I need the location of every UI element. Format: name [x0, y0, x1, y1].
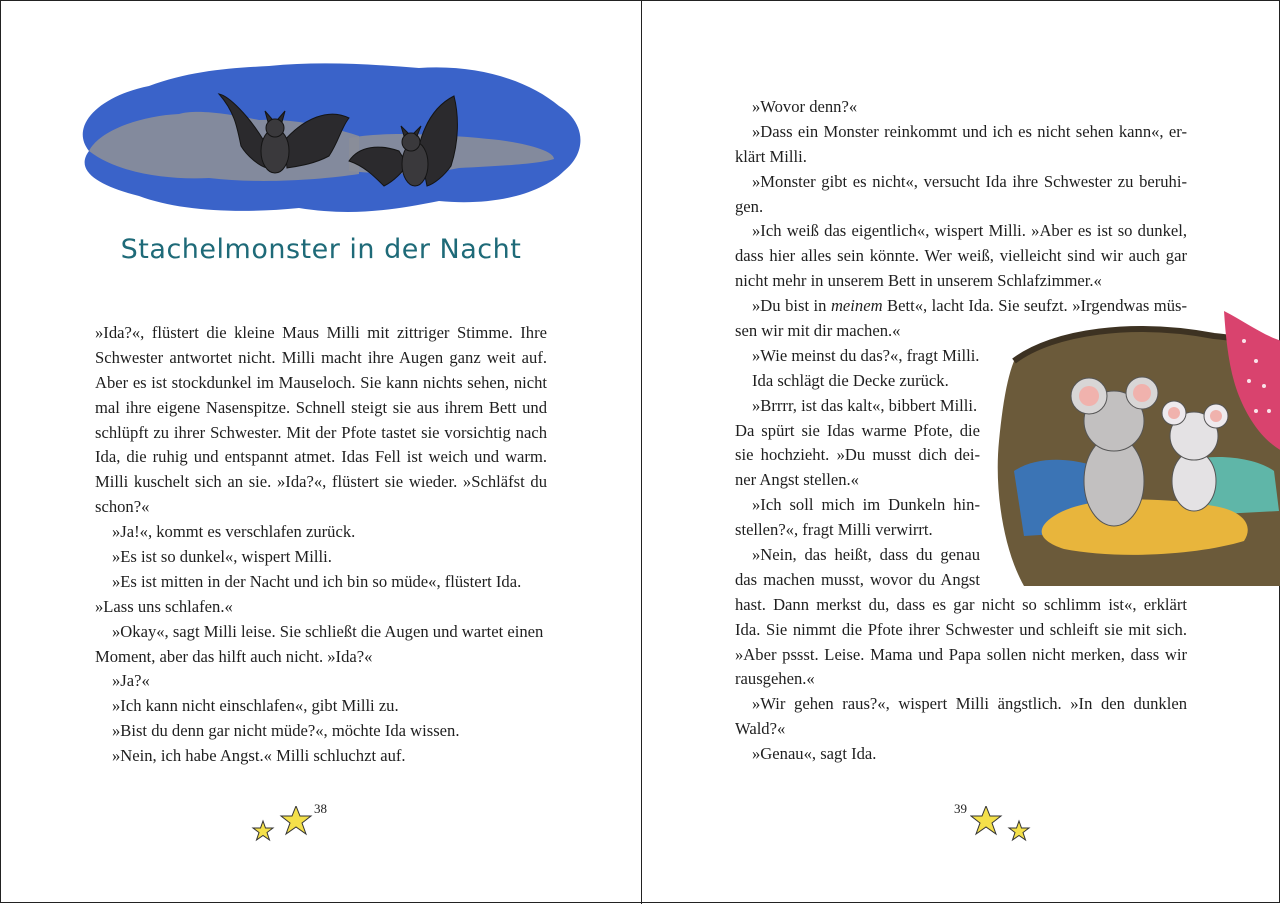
text-line: Schwester antwortet nicht. Milli macht ihre Augen ganz weit auf.	[95, 347, 547, 367]
text-line: Moment, aber das hilft auch nicht. »Ida?«	[95, 646, 373, 666]
text-line: »Nein, ich habe Angst.« Milli schluchzt auf.	[112, 746, 406, 766]
text-line: Da spürt sie Idas warme Pfote, die	[735, 420, 980, 440]
left-page	[1, 1, 641, 904]
text-line: Ida schlägt die Decke zurück.	[752, 370, 949, 390]
text-line: sen wir mit dir machen.«	[735, 321, 901, 341]
text-line: »Lass uns schlafen.«	[95, 596, 233, 616]
text-line: Wald?«	[735, 719, 786, 739]
page-number: 39	[954, 801, 967, 816]
text-line: »Ja!«, kommt es verschlafen zurück.	[112, 522, 356, 542]
text-line: dass hier alles sein könnte. Wer weiß, vielleicht sind wir auch gar	[735, 246, 1187, 266]
text-line: »Ich soll mich im Dunkeln hin-	[752, 495, 980, 515]
text-line: »Aber pssst. Leise. Mama und Papa sollen nicht merken, dass wir	[735, 644, 1187, 664]
text-line: mal ihre eigene Nasenspitze. Schnell steigt sie aus ihrem Bett und	[95, 397, 547, 417]
stars-decoration	[251, 806, 316, 846]
left-body-text	[95, 321, 547, 769]
text-line: hast. Dann merkst du, dass es gar nicht so schlimm ist«, erklärt	[735, 594, 1187, 614]
text-line: klärt Milli.	[735, 146, 807, 166]
right-page	[642, 1, 1280, 904]
text-line: »Bist du denn gar nicht müde?«, möchte Ida wissen.	[112, 721, 460, 741]
text-line: nicht mehr in unserem Bett in unserem Schlafzimmer.«	[735, 271, 1102, 291]
text-line: »Nein, das heißt, dass du genau	[752, 545, 980, 565]
text-line: »Dass ein Monster reinkommt und ich es nicht sehen kann«, er-	[752, 121, 1187, 141]
text-line: das machen musst, wovor du Angst	[735, 569, 980, 589]
text-line: »Wie meinst du das?«, fragt Milli.	[752, 345, 980, 365]
text-line: »Es ist so dunkel«, wispert Milli.	[112, 547, 332, 567]
text-line: »Genau«, sagt Ida.	[752, 744, 877, 764]
text-line: Ida. Sie nimmt die Pfote ihrer Schwester und schleift sie mit sich.	[735, 619, 1187, 639]
bats-illustration	[59, 56, 589, 221]
text-line: »Ich kann nicht einschlafen«, gibt Milli zu.	[112, 696, 399, 716]
text-line: »Monster gibt es nicht«, versucht Ida ihre Schwester zu beruhi-	[752, 171, 1187, 191]
text-line: »Wir gehen raus?«, wispert Milli ängstlich. »In den dunklen	[752, 694, 1187, 714]
text-line: »Ida?«, flüstert die kleine Maus Milli mit zittriger Stimme. Ihre	[95, 323, 547, 342]
text-line: Milli kuschelt sich an sie. »Ida?«, flüstert sie wieder. »Schläfst du	[95, 472, 547, 492]
chapter-title: Stachelmonster in der Nacht	[120, 234, 522, 265]
text-line: »Ja?«	[112, 671, 150, 691]
text-line: stellen?«, fragt Milli verwirrt.	[735, 520, 933, 540]
text-line: »Ich weiß das eigentlich«, wispert Milli. »Aber es ist so dunkel,	[752, 221, 1187, 241]
page-number: 38	[314, 801, 327, 816]
text-line: Ida, die ruhig und entspannt atmet. Idas Fell ist weich und warm.	[95, 447, 547, 467]
text-line: »Es ist mitten in der Nacht und ich bin so müde«, flüstert Ida.	[112, 571, 522, 591]
text-line: gen.	[735, 196, 764, 216]
text-line: schlüpft zu ihrer Schwester. Mit der Pfote tastet sie vorsichtig nach	[95, 422, 547, 442]
text-line: schon?«	[95, 497, 150, 517]
text-line: rausgehen.«	[735, 669, 815, 689]
text-line: Aber es ist stockdunkel im Mauseloch. Sie kann nichts sehen, nicht	[95, 372, 547, 392]
text-line: »Wovor denn?«	[752, 97, 858, 116]
text-line: »Du bist in meinem Bett«, lacht Ida. Sie seufzt. »Irgendwas müs-	[752, 296, 1187, 316]
stars-decoration	[970, 806, 1035, 846]
text-line: »Okay«, sagt Milli leise. Sie schließt die Augen und wartet einen	[112, 621, 544, 641]
text-line: ner Angst stellen.«	[735, 470, 859, 490]
right-body-text	[735, 95, 1187, 767]
text-line: sie hochzieht. »Du musst dich dei-	[735, 445, 980, 465]
text-line: »Brrrr, ist das kalt«, bibbert Milli.	[752, 395, 978, 415]
